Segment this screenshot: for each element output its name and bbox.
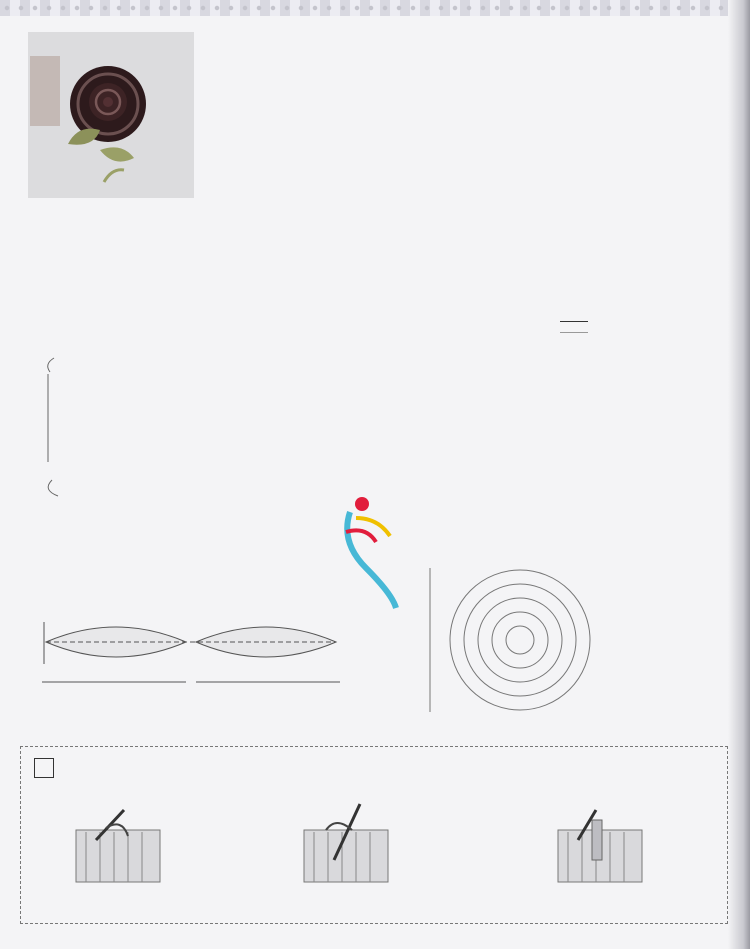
leaf-heading	[138, 590, 150, 607]
rose-chart	[30, 350, 730, 500]
base-chart	[420, 560, 600, 720]
step-2-illustration	[296, 800, 396, 890]
leaf-chart	[36, 612, 356, 692]
lace-dots	[0, 4, 750, 12]
base-heading	[476, 541, 488, 558]
watermark-logo	[336, 492, 416, 612]
lace-border	[0, 0, 750, 16]
book-spine-shadow	[728, 0, 750, 949]
technique-symbol-icon	[34, 758, 54, 778]
page-reference	[214, 40, 220, 60]
rose-brooch-image	[28, 32, 194, 198]
rose-heading	[134, 320, 142, 337]
step-3-illustration	[552, 800, 652, 890]
brooch-photo	[28, 32, 194, 198]
rose-legend	[560, 317, 588, 338]
step-1-illustration	[66, 800, 166, 890]
